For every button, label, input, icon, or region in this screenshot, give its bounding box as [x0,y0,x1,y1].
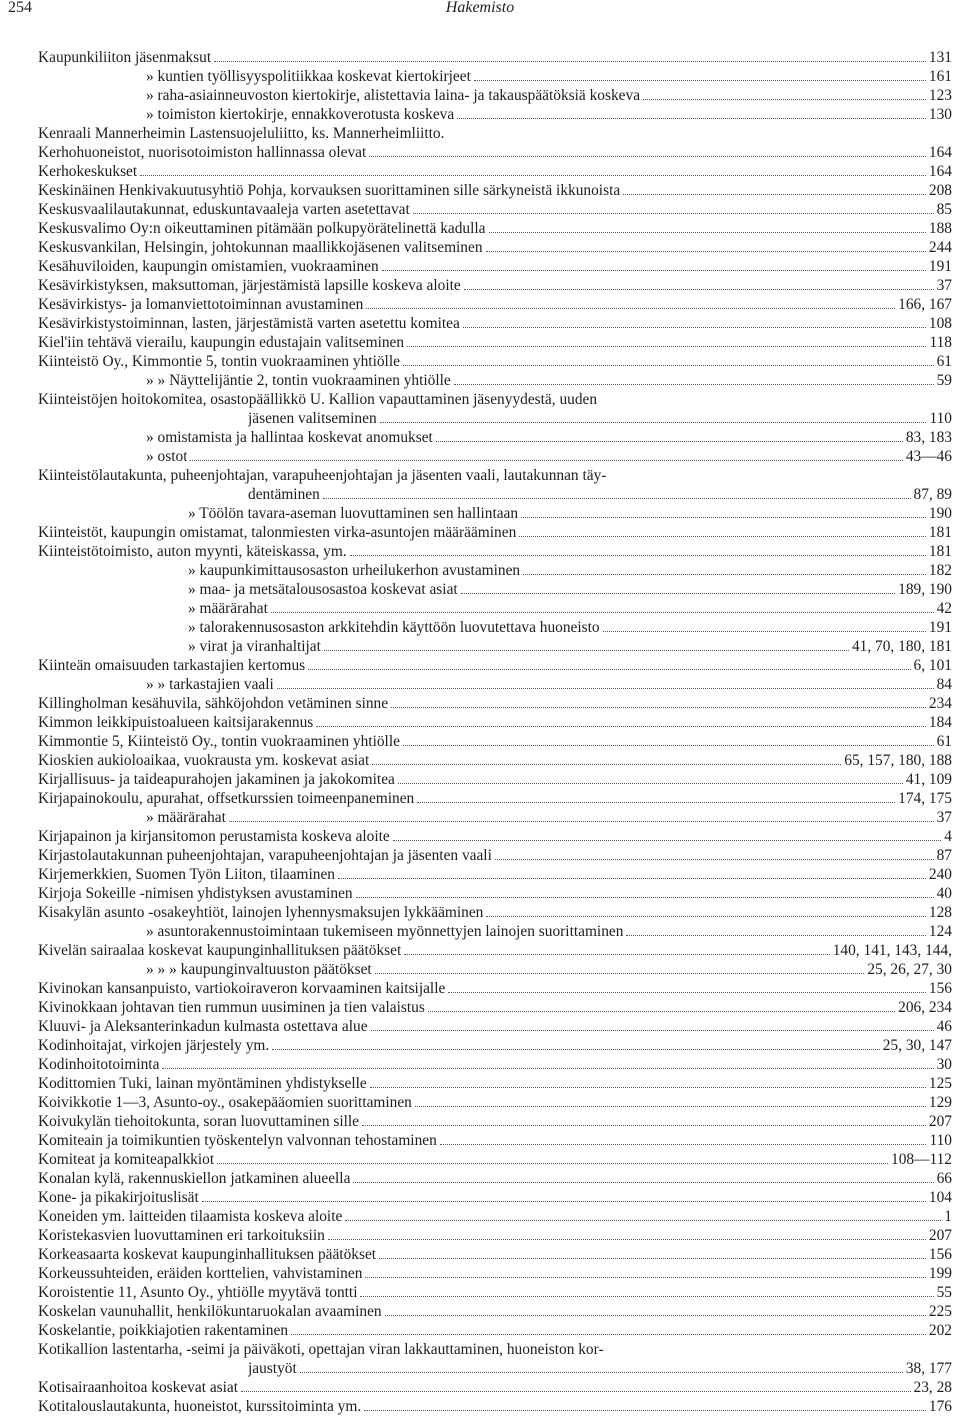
dot-leader [323,498,911,499]
entry-text: » kuntien työllisyyspolitiikkaa koskevat kiertokirjeet [146,68,471,85]
index-entry [38,1283,952,1302]
dot-leader [393,840,942,841]
dot-leader [338,878,926,879]
entry-pages: 129 [928,1094,952,1111]
dot-leader [415,1106,926,1107]
entry-text: Kirjoja Sokeille -nimisen yhdistyksen avustaminen [38,885,353,902]
dot-leader [457,118,926,119]
entry-text: Kerhohuoneistot, nuorisotoimiston hallinnassa olevat [38,144,367,161]
entry-pages: 182 [928,562,952,579]
index-entry [38,504,952,523]
index-entry [38,1340,952,1378]
dot-leader [474,80,926,81]
index-entry [38,694,952,713]
entry-pages: 123 [928,87,952,104]
index-entry [38,390,952,428]
dot-leader [407,346,926,347]
entry-text: Kodinhoitotoiminta [38,1056,160,1073]
index-entry [38,960,952,979]
entry-pages: 59 [936,372,952,389]
dot-leader [328,1239,926,1240]
dot-leader [436,441,903,442]
entry-pages: 202 [928,1322,952,1339]
entry-text: Kirjastolautakunnan puheenjohtajan, varapuheenjohtajan ja jäsenten vaali [38,847,492,864]
entry-text: Koskelan vaunuhallit, henkilökuntaruokalan avaaminen [38,1303,382,1320]
entry-text: » kaupunkimittausosaston urheilukerhon avustaminen [188,562,521,579]
entry-text: » määrärahat [188,600,268,617]
entry-text: » toimiston kiertokirje, ennakkoverotusta koskeva [146,106,455,123]
dot-leader [461,593,895,594]
dot-leader [643,99,926,100]
index-entry [38,314,952,333]
entry-pages: 207 [928,1227,952,1244]
entry-pages: 104 [928,1189,952,1206]
entry-continuation-text: dentäminen [248,486,320,503]
dot-leader [364,1410,926,1411]
entry-pages: 87, 89 [913,486,952,503]
entry-text: Korkeussuhteiden, eräiden korttelien, vahvistaminen [38,1265,363,1282]
entry-pages: 30 [936,1056,952,1073]
index-entry [38,865,952,884]
index-entry [38,1150,952,1169]
index-entry [38,1074,952,1093]
index-entry [38,1131,952,1150]
entry-pages: 108—112 [891,1151,952,1168]
entry-text: » » Näyttelijäntie 2, tontin vuokraaminen yhtiölle [146,372,451,389]
entry-text: Kotitalouslautakunta, huoneistot, kurssitoiminta ym. [38,1398,362,1415]
entry-pages: 84 [936,676,952,693]
entry-pages: 191 [928,619,952,636]
entry-text: Keskinäinen Henkivakuutusyhtiö Pohja, korvauksen suorittaminen sille särkyneistä ikkunoista [38,182,621,199]
entry-pages: 110 [929,410,952,427]
dot-leader [316,726,926,727]
entry-pages: 23, 28 [913,1379,952,1396]
index-entry [38,219,952,238]
index-entry [38,352,952,371]
dot-leader [369,156,926,157]
dot-leader [403,745,934,746]
index-entry [38,637,952,656]
entry-pages: 199 [928,1265,952,1282]
entry-pages: 55 [936,1284,952,1301]
entry-pages: 156 [928,980,952,997]
entry-pages: 46 [936,1018,952,1035]
index-entry [38,675,952,694]
index-entry [38,580,952,599]
entry-text: » ostot [146,448,188,465]
entry-text: » maa- ja metsätalousosastoa koskevat asiat [188,581,458,598]
dot-leader [398,783,903,784]
entry-text: Kimmon leikkipuistoalueen kaitsijarakennus [38,714,314,731]
entry-pages: 128 [928,904,952,921]
entry-text: Kodinhoitajat, virkojen järjestely ym. [38,1037,270,1054]
index-entry [38,333,952,352]
index-entry [38,827,952,846]
entry-pages: 240 [928,866,952,883]
index-entry [38,732,952,751]
dot-leader [360,1296,933,1297]
index-entry-line: Kotikallion lastentarha, -seimi ja päiväkoti, opettajan viran lakkauttaminen, huoneiston kor- [38,1341,604,1358]
entry-pages: 66 [936,1170,952,1187]
entry-text: Killingholman kesähuvila, sähköjohdon vetäminen sinne [38,695,389,712]
entry-pages: 189, 190 [898,581,952,598]
entry-text: Komiteain ja toimikuntien työskentelyn valvonnan tehostaminen [38,1132,437,1149]
entry-pages: 244 [928,239,952,256]
entry-pages: 164 [928,144,952,161]
page-header [0,0,960,22]
index-entry [38,561,952,580]
dot-leader [190,460,902,461]
entry-pages: 140, 141, 143, 144, [832,942,952,959]
index-entry [38,523,952,542]
entry-text: Kodittomien Tuki, lainan myöntäminen yhdistykselle [38,1075,367,1092]
entry-pages: 85 [936,201,952,218]
index-entry [38,713,952,732]
index-entry [38,998,952,1017]
entry-pages: 25, 26, 27, 30 [867,961,952,978]
index-entry [38,295,952,314]
entry-text: Koroistentie 11, Asunto Oy., yhtiölle myytävä tontti [38,1284,358,1301]
entry-pages: 87 [936,847,952,864]
entry-pages: 206, 234 [898,999,952,1016]
entry-pages: 207 [928,1113,952,1130]
entry-pages: 181 [928,524,952,541]
index-entry [38,542,952,561]
dot-leader [362,1125,926,1126]
entry-pages: 43—46 [905,448,952,465]
dot-leader [464,289,934,290]
dot-leader [370,1087,926,1088]
dot-leader [366,308,895,309]
entry-text: » määrärahat [146,809,226,826]
index-entry [38,922,952,941]
entry-text: » asuntorakennustoimintaan tukemiseen myönnettyjen lainojen suorittaminen [146,923,624,940]
index-entry [38,751,952,770]
entry-text: Keskusvalimo Oy:n oikeuttaminen pitämään polkupyörätelinettä kadulla [38,220,486,237]
entry-pages: 188 [928,220,952,237]
index-list [38,48,952,1416]
dot-leader [272,1049,879,1050]
index-entry [38,979,952,998]
entry-pages: 190 [928,505,952,522]
dot-leader [372,764,841,765]
index-entry [38,1397,952,1416]
entry-text: Kivinokkaan johtavan tien rummun uusiminen ja tien valaistus [38,999,425,1016]
entry-text: » » » kaupunginvaltuuston päätökset [146,961,372,978]
entry-text: Keskusvaalilautakunnat, eduskuntavaaleja varten asetettavat [38,201,410,218]
dot-leader [379,1258,926,1259]
entry-text: Kone- ja pikakirjoituslisät [38,1189,199,1206]
index-entry [38,599,952,618]
index-entry-line: Kiinteistöjen hoitokomitea, osastopäällikkö U. Kallion vapauttaminen jäsenyydestä, uuden [38,391,598,408]
index-entry [38,1093,952,1112]
entry-text: Komiteat ja komiteapalkkiot [38,1151,215,1168]
entry-text: Kirjapainon ja kirjansitomon perustamista koskeva aloite [38,828,390,845]
entry-text: » virat ja viranhaltijat [188,638,321,655]
index-entry [38,1226,952,1245]
entry-pages: 6, 101 [913,657,952,674]
dot-leader [603,631,926,632]
index-entry [38,1055,952,1074]
dot-leader [463,327,926,328]
dot-leader [385,1315,926,1316]
entry-text: Kirjemerkkien, Suomen Työn Liiton, tilaaminen [38,866,335,883]
dot-leader [382,270,926,271]
entry-text: Koivukylän tiehoitokunta, soran luovuttaminen sille [38,1113,360,1130]
entry-pages: 130 [928,106,952,123]
entry-text: Koskelantie, poikkiajotien rakentaminen [38,1322,289,1339]
dot-leader [391,707,926,708]
dot-leader [356,897,934,898]
index-entry [38,1036,952,1055]
index-entry [38,1264,952,1283]
entry-pages: 61 [936,353,952,370]
entry-pages: 65, 157, 180, 188 [844,752,952,769]
entry-pages: 61 [936,733,952,750]
index-entry [38,770,952,789]
entry-text: Kesähuviloiden, kaupungin omistamien, vuokraaminen [38,258,379,275]
entry-pages: 41, 109 [905,771,952,788]
dot-leader [350,555,926,556]
entry-text: Keskusvankilan, Helsingin, johtokunnan maallikkojäsenen valitseminen [38,239,483,256]
entry-pages: 83, 183 [905,429,952,446]
entry-pages: 118 [929,334,952,351]
entry-pages: 42 [936,600,952,617]
entry-pages: 38, 177 [905,1360,952,1377]
entry-pages: 40 [936,885,952,902]
entry-text: Kesävirkistys- ja lomanviettotoiminnan avustaminen [38,296,364,313]
dot-leader [428,1011,895,1012]
entry-pages: 176 [928,1398,952,1415]
entry-text: Koneiden ym. laitteiden tilaamista koskeva aloite [38,1208,343,1225]
index-entry [38,656,952,675]
index-entry-line: Kiinteistölautakunta, puheenjohtajan, varapuheenjohtajan ja jäsenten vaali, lautakunnan täy- [38,467,607,484]
entry-pages: 124 [928,923,952,940]
entry-text: Kimmontie 5, Kiinteistö Oy., tontin vuokraaminen yhtiölle [38,733,400,750]
entry-text: Kivelän sairaalaa koskevat kaupunginhallituksen päätökset [38,942,402,959]
entry-text: Kivinokan kansanpuisto, vartiokoiraveron korvaaminen kaitsijalle [38,980,446,997]
entry-pages: 131 [928,49,952,66]
index-entry [38,1378,952,1397]
entry-text: Kiinteistöt, kaupungin omistamat, talonmiesten virka-asuntojen määrääminen [38,524,517,541]
dot-leader [417,802,895,803]
index-entry [38,428,952,447]
index-entry-continuation [38,1359,952,1378]
entry-text: » omistamista ja hallintaa koskevat anomukset [146,429,433,446]
entry-pages: 161 [928,68,952,85]
entry-text: Kesävirkistyksen, maksuttoman, järjestämistä lapsille koskeva aloite [38,277,461,294]
dot-leader [440,1144,927,1145]
entry-text: Kioskien aukioloaikaa, vuokrausta ym. koskevat asiat [38,752,370,769]
index-entry [38,846,952,865]
entry-text: Koivikkotie 1—3, Asunto-oy., osakepääomien suorittaminen [38,1094,412,1111]
index-entry-continuation [38,485,952,504]
entry-text: Kiinteän omaisuuden tarkastajien kertomus [38,657,306,674]
dot-leader [495,859,934,860]
entry-text: Kesävirkistystoiminnan, lasten, järjestämistä varten asetettu komitea [38,315,460,332]
index-entry [38,257,952,276]
index-entry [38,124,952,143]
index-entry [38,447,952,466]
dot-leader [345,1220,941,1221]
dot-leader [277,688,934,689]
index-entry [38,466,952,504]
entry-pages: 181 [928,543,952,560]
dot-leader [413,213,934,214]
index-entry [38,105,952,124]
dot-leader [353,1182,933,1183]
entry-pages: 125 [928,1075,952,1092]
entry-text: Kerhokeskukset [38,163,138,180]
index-entry [38,48,952,67]
index-entry [38,1207,952,1226]
entry-pages: 156 [928,1246,952,1263]
dot-leader [448,992,926,993]
entry-pages: 225 [928,1303,952,1320]
dot-leader [214,61,926,62]
dot-leader [404,954,829,955]
entry-pages: 184 [928,714,952,731]
entry-text: » » tarkastajien vaali [146,676,274,693]
index-entry [38,1321,952,1340]
index-entry [38,941,952,960]
entry-text: Kirjapainokoulu, apurahat, offsetkurssien toimeenpaneminen [38,790,415,807]
dot-leader [271,612,934,613]
entry-pages: 37 [936,277,952,294]
index-entry [38,238,952,257]
dot-leader [371,1030,934,1031]
index-entry [38,903,952,922]
dot-leader [623,194,926,195]
index-entry [38,67,952,86]
index-entry [38,181,952,200]
index-entry [38,884,952,903]
entry-pages: 191 [928,258,952,275]
dot-leader [308,669,910,670]
entry-text: Korkeasaarta koskevat kaupunginhallituksen päätökset [38,1246,377,1263]
entry-text: Kaupunkiliiton jäsenmaksut [38,49,212,66]
entry-text: Kluuvi- ja Aleksanterinkadun kulmasta ostettava alue [38,1018,368,1035]
entry-pages: 25, 30, 147 [882,1037,952,1054]
entry-text: Kirjallisuus- ja taideapurahojen jakaminen ja jakokomitea [38,771,395,788]
dot-leader [380,422,927,423]
dot-leader [454,384,934,385]
entry-text: Koristekasvien luovuttaminen eri tarkoituksiin [38,1227,325,1244]
index-entry-continuation [38,409,952,428]
dot-leader [375,973,865,974]
index-entry [38,789,952,808]
index-entry [38,1302,952,1321]
entry-text: Kiinteistötoimisto, auton myynti, käteiskassa, ym. [38,543,347,560]
entry-pages: 208 [928,182,952,199]
entry-pages: 4 [944,828,952,845]
entry-text: Kisakylän asunto -osakeyhtiöt, lainojen lyhennysmaksujen lykkääminen [38,904,484,921]
index-entry [38,200,952,219]
running-title: Hakemisto [445,0,515,16]
dot-leader [217,1163,888,1164]
entry-text: Kiel'iin tehtävä vierailu, kaupungin edustajain valitseminen [38,334,405,351]
entry-continuation-text: jaustyöt [248,1360,297,1377]
entry-text: Kotisairaanhoitoa koskevat asiat [38,1379,239,1396]
dot-leader [486,916,926,917]
dot-leader [489,232,926,233]
index-entry [38,1188,952,1207]
dot-leader [241,1391,910,1392]
dot-leader [521,517,926,518]
index-entry [38,808,952,827]
dot-leader [365,1277,926,1278]
dot-leader [229,821,934,822]
entry-pages: 166, 167 [898,296,952,313]
page-number: 254 [8,0,32,16]
entry-text: » Töölön tavara-aseman luovuttaminen sen hallintaan [188,505,519,522]
index-entry [38,1169,952,1188]
entry-text: » talorakennusosaston arkkitehdin käyttöön luovutettava huoneisto [188,619,600,636]
entry-pages: 110 [929,1132,952,1149]
index-entry [38,276,952,295]
dot-leader [486,251,926,252]
index-entry [38,618,952,637]
entry-pages: 108 [928,315,952,332]
dot-leader [162,1068,933,1069]
index-entry [38,371,952,390]
dot-leader [403,365,934,366]
dot-leader [626,935,925,936]
entry-pages: 41, 70, 180, 181 [851,638,952,655]
dot-leader [519,536,926,537]
dot-leader [523,574,926,575]
dot-leader [140,175,926,176]
entry-pages: 234 [928,695,952,712]
entry-text: Konalan kylä, rakennuskiellon jatkaminen alueella [38,1170,351,1187]
entry-text: » raha-asiainneuvoston kiertokirje, alistettavia laina- ja takauspäätöksiä koskeva [146,87,641,104]
dot-leader [202,1201,926,1202]
dot-leader [324,650,849,651]
index-entry [38,86,952,105]
index-entry [38,1245,952,1264]
entry-pages: 164 [928,163,952,180]
index-entry [38,143,952,162]
entry-text: Kiinteistö Oy., Kimmontie 5, tontin vuokraaminen yhtiölle [38,353,400,370]
entry-continuation-text: jäsenen valitseminen [248,410,377,427]
index-entry [38,162,952,181]
entry-pages: 1 [944,1208,952,1225]
entry-text: Kenraali Mannerheimin Lastensuojeluliitto, ks. Mannerheimliitto. [38,125,445,142]
dot-leader [300,1372,903,1373]
index-entry [38,1112,952,1131]
index-entry [38,1017,952,1036]
entry-pages: 37 [936,809,952,826]
entry-pages: 174, 175 [898,790,952,807]
dot-leader [291,1334,926,1335]
